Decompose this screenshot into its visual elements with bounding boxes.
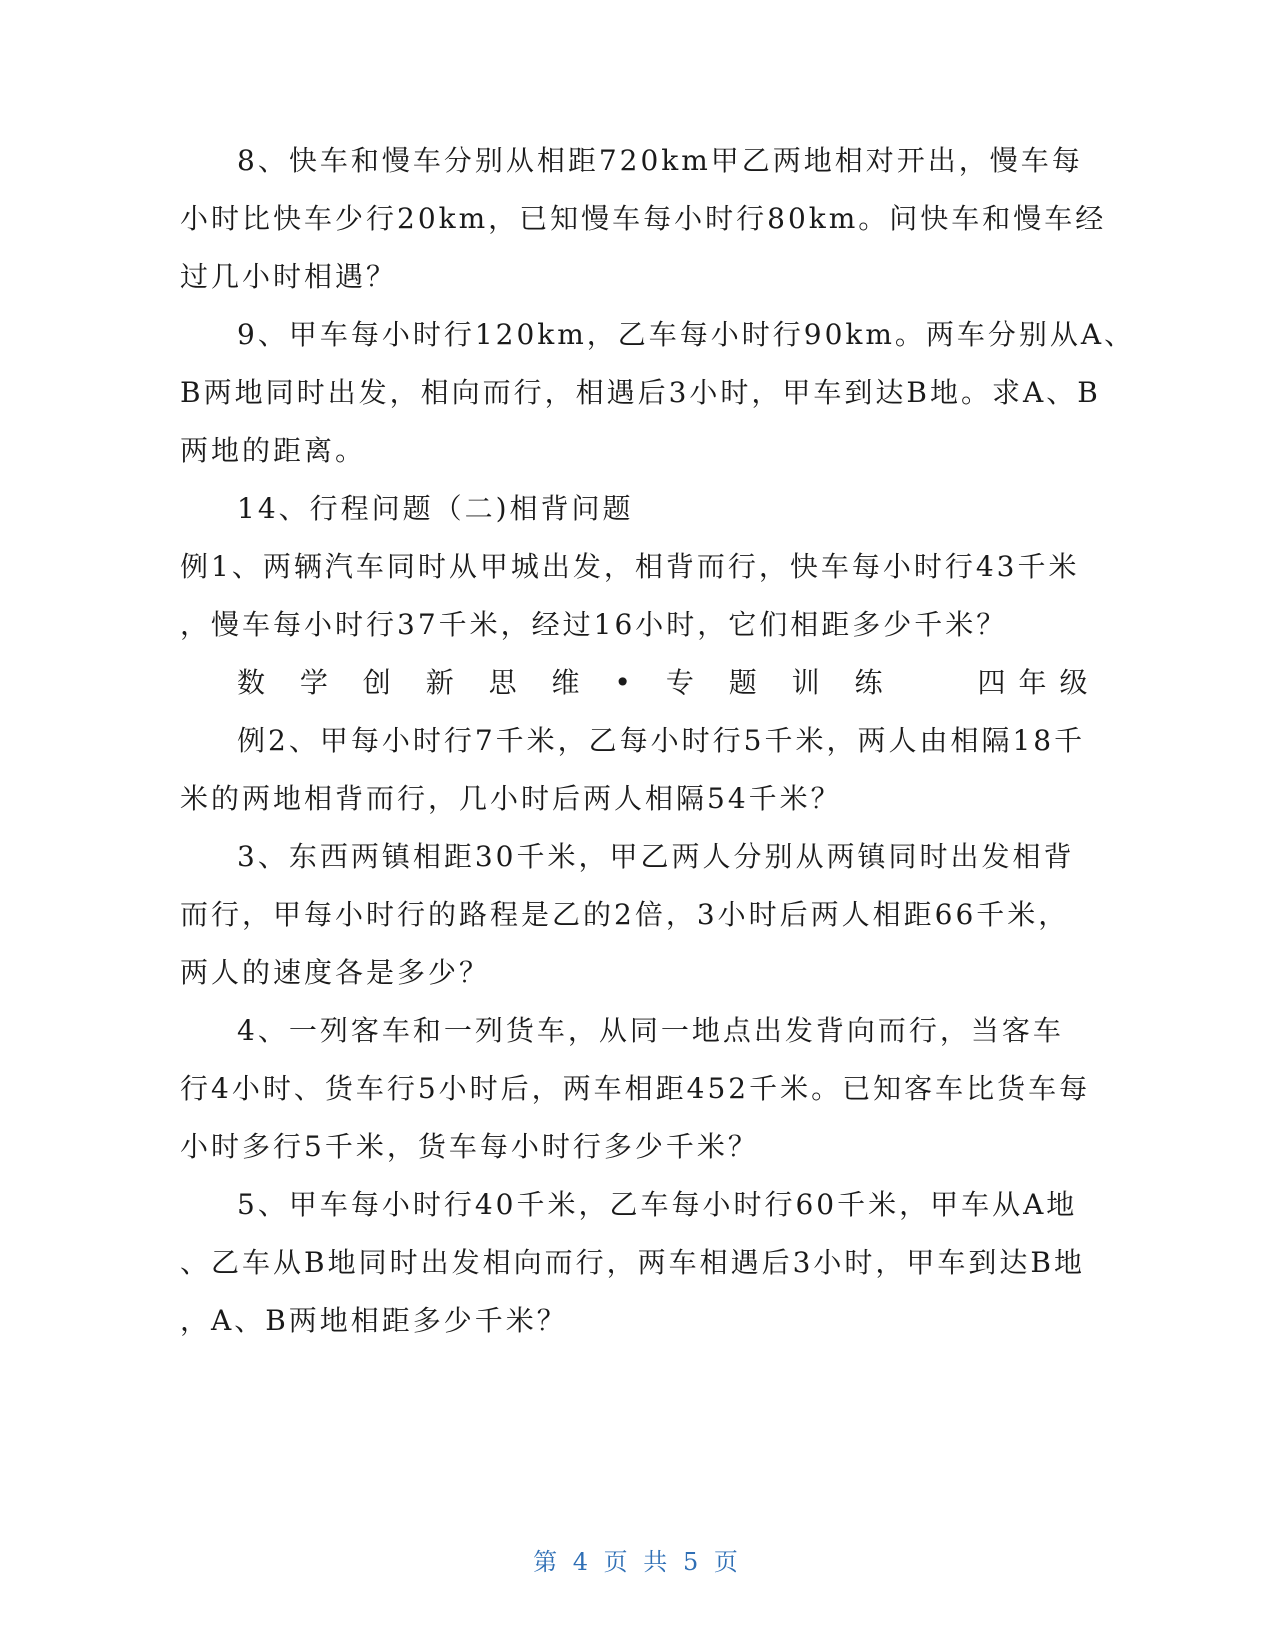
page-number-footer: 第 4 页 共 5 页: [533, 1548, 742, 1576]
problem-8-line-2: 小时比快车少行20km，已知慢车每小时行80km。问快车和慢车经: [180, 202, 1107, 235]
problem-9-line-3: 两地的距离。: [180, 434, 367, 467]
series-subtitle: 数 学 创 新 思 维 • 专 题 训 练 四年级: [237, 666, 1101, 699]
problem-4-line-3: 小时多行5千米，货车每小时行多少千米？: [180, 1130, 759, 1163]
problem-5-line-2: 、乙车从B地同时出发相向而行，两车相遇后3小时，甲车到达B地: [180, 1246, 1085, 1279]
example-2-line-2: 米的两地相背而行，几小时后两人相隔54千米？: [180, 782, 842, 815]
problem-9-line-2: B两地同时出发，相向而行，相遇后3小时，甲车到达B地。求A、B: [180, 376, 1101, 409]
problem-8-line-1: 8、快车和慢车分别从相距720km甲乙两地相对开出，慢车每: [237, 144, 1083, 177]
problem-4-line-1: 4、一列客车和一列货车，从同一地点出发背向而行，当客车: [237, 1014, 1064, 1047]
section-heading: 14、行程问题（二)相背问题: [237, 492, 634, 525]
example-2-line-1: 例2、甲每小时行7千米，乙每小时行5千米，两人由相隔18千: [237, 724, 1086, 757]
problem-3-line-1: 3、东西两镇相距30千米，甲乙两人分别从两镇同时出发相背: [237, 840, 1075, 873]
problem-4-line-2: 行4小时、货车行5小时后，两车相距452千米。已知客车比货车每: [180, 1072, 1091, 1105]
example-1-line-1: 例1、两辆汽车同时从甲城出发，相背而行，快车每小时行43千米: [180, 550, 1080, 583]
problem-5-line-1: 5、甲车每小时行40千米，乙车每小时行60千米，甲车从A地: [237, 1188, 1078, 1221]
problem-3-line-2: 而行，甲每小时行的路程是乙的2倍，3小时后两人相距66千米，: [180, 898, 1070, 931]
problem-9-line-1: 9、甲车每小时行120km，乙车每小时行90km。两车分别从A、: [237, 318, 1136, 351]
problem-8-line-3: 过几小时相遇？: [180, 260, 398, 293]
problem-3-line-3: 两人的速度各是多少？: [180, 956, 491, 989]
problem-5-line-3: ，A、B两地相距多少千米？: [180, 1304, 568, 1337]
example-1-line-2: ，慢车每小时行37千米，经过16小时，它们相距多少千米？: [180, 608, 1008, 641]
